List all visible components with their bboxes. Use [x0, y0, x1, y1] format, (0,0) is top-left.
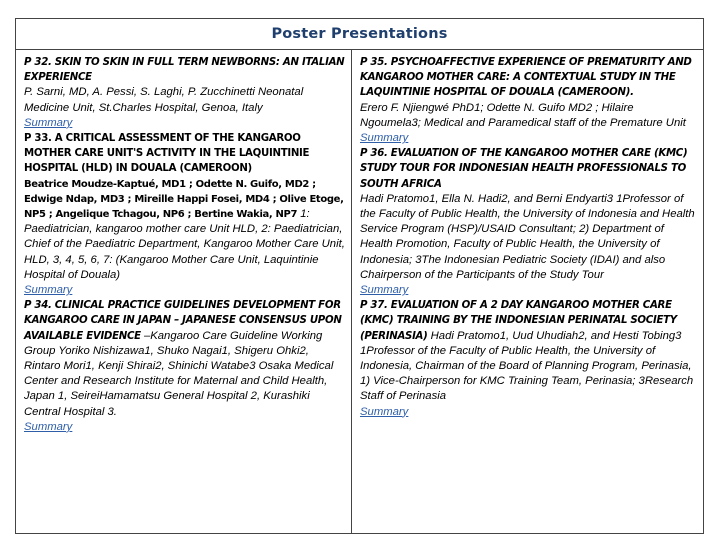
poster-authors: Hadi Pratomo1, Ella N. Hadi2, and Berni Endyarti3 1Professor of the Faculty of Public Health, the University of Indonesia and Health Service Program (HSP)/USAID Consultant; 2) Department of Health Promotion, Faculty of Public Health, the University of Indonesia; 3The Indonesian Pediatric Society (IDAI) and also Chairperson of the Participants of the Study Tour — [360, 192, 695, 281]
poster-affiliations: 1: Paediatrician, kangaroo mother care Unit HLD, 2: Paediatrician, Chief of the Paediatric Department, Kangaroo Mother Care Unit, HLD, 3, 4, 5, 6, 7: (Kangaroo Mother Care Unit, Laquintinie Hospital of Douala) — [24, 208, 345, 281]
poster-authors: Hadi Pratomo1, Uud Uhudiah2, and Hesti Tobing3 1Professor of the Faculty of Public Health, the University of Indonesia, Chairman of the Board of Planning Program, Perinasia, 1) Vice-Chairperson for KMC Training Team, Perinasia; 3Research Staff of Perinasia — [360, 329, 694, 403]
poster-title: P 37. EVALUATION OF A 2 DAY KANGAROO MOTHER CARE (KMC) TRAINING BY THE INDONESIAN PERINATAL SOCIETY (PERINASIA) — [360, 300, 677, 342]
poster-entry-p32 — [24, 55, 345, 131]
poster-entry-p37 — [360, 298, 697, 420]
table-header — [16, 19, 703, 50]
poster-entry-p35 — [360, 55, 697, 146]
poster-authors: Erero F. Njiengwé PhD1; Odette N. Guifo MD2 ; Hilaire Ngoumela3; Medical and Paramedical staff of the Premature Unit — [360, 101, 686, 129]
poster-authors: P. Sarni, MD, A. Pessi, S. Laghi, P. Zucchinetti Neonatal Medicine Unit, St.Charles Hospital, Genoa, Italy — [24, 86, 304, 114]
table-body — [16, 50, 703, 533]
summary-link[interactable]: Summary — [360, 132, 409, 145]
poster-entry-p34 — [24, 298, 345, 435]
poster-table — [15, 18, 704, 534]
poster-entry-p33 — [24, 131, 345, 298]
poster-title: P 33. A CRITICAL ASSESSMENT OF THE KANGAROO MOTHER CARE UNIT'S ACTIVITY IN THE LAQUINTINIE HOSPITAL (HLD) IN DOUALA (CAMEROON) — [24, 133, 310, 175]
poster-title: P 32. SKIN TO SKIN IN FULL TERM NEWBORNS: AN ITALIAN EXPERIENCE — [24, 57, 345, 84]
right-column — [352, 50, 703, 533]
poster-title: P 34. CLINICAL PRACTICE GUIDELINES DEVELOPMENT FOR KANGAROO CARE IN JAPAN – JAPANESE CONSENSUS UPON AVAILABLE EVIDENCE — [24, 300, 342, 342]
poster-title: P 36. EVALUATION OF THE KANGAROO MOTHER CARE (KMC) STUDY TOUR FOR INDONESIAN HEALTH PROFESSIONALS TO SOUTH AFRICA — [360, 148, 688, 190]
summary-link[interactable]: Summary — [24, 284, 73, 297]
poster-title: P 35. PSYCHOAFFECTIVE EXPERIENCE OF PREMATURITY AND KANGAROO MOTHER CARE: A CONTEXTUAL STUDY IN THE LAQUINTINIE HOSPITAL OF DOUALA (CAMEROON). — [360, 57, 692, 99]
summary-link[interactable]: Summary — [24, 420, 73, 433]
summary-link[interactable]: Summary — [360, 284, 409, 297]
poster-authors-bold: Beatrice Moudze-Kaptué, MD1 ; Odette N. Guifo, MD2 ; Edwige Ndap, MD3 ; Mireille Happi Fosei, MD4 ; Olive Etoge, NP5 ; Angelique Tchagou, NP6 ; Bertine Wakia, NP7 — [24, 178, 344, 221]
poster-entry-p36 — [360, 146, 697, 298]
summary-link[interactable]: Summary — [360, 405, 409, 418]
poster-authors: –Kangaroo Care Guideline Working Group Yoriko Nishizawa1, Shuko Nagai1, Shigeru Ohki2, Rintaro Mori1, Kenji Shirai2, Shinichi Watabe3 Osaka Medical Center and Research Institute for Maternal and Child Health, Japan 1, SeireiHamamatsu General Hospital 2, Kurashiki Central Hospital 3. — [24, 329, 334, 418]
summary-link[interactable]: Summary — [24, 116, 73, 129]
left-column — [16, 50, 352, 533]
page-title: Poster Presentations — [271, 26, 448, 42]
